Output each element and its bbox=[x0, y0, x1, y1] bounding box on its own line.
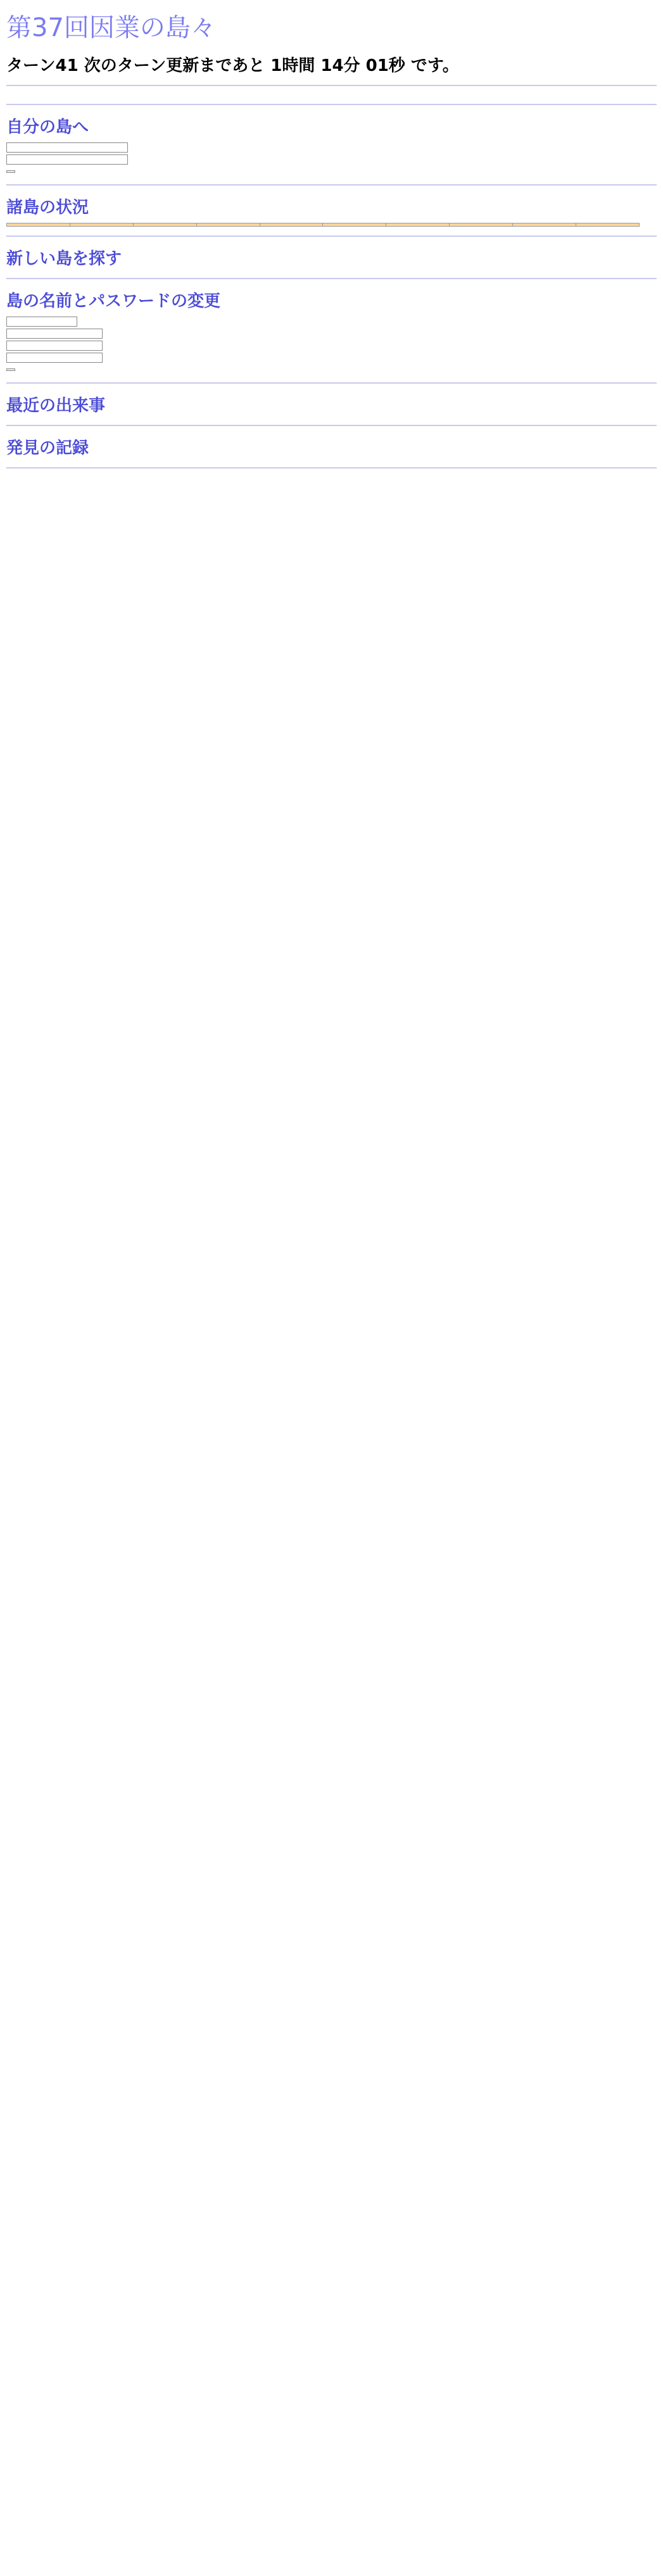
section-title-my-island: 自分の島へ bbox=[6, 118, 89, 137]
page bbox=[0, 0, 663, 482]
column-header bbox=[7, 223, 70, 227]
column-header bbox=[513, 223, 576, 227]
section-title-discovery: 発見の記録 bbox=[6, 439, 89, 458]
divider bbox=[6, 104, 657, 105]
section-title-islands-status: 諸島の状況 bbox=[6, 198, 89, 217]
divider bbox=[6, 278, 657, 279]
password-field[interactable] bbox=[6, 154, 128, 165]
table-header-row bbox=[7, 223, 640, 227]
column-header bbox=[576, 223, 640, 227]
divider bbox=[6, 85, 657, 86]
column-header bbox=[133, 223, 196, 227]
island-select[interactable] bbox=[6, 142, 128, 153]
new-name-input[interactable] bbox=[6, 329, 103, 339]
password-input[interactable] bbox=[6, 341, 103, 351]
divider bbox=[6, 184, 657, 185]
new-password-input[interactable] bbox=[6, 353, 103, 363]
column-header bbox=[323, 223, 386, 227]
divider bbox=[6, 382, 657, 384]
divider bbox=[6, 425, 657, 426]
islands-table bbox=[6, 223, 640, 227]
column-header bbox=[450, 223, 513, 227]
change-button[interactable] bbox=[6, 368, 15, 371]
turn-countdown: ターン41 次のターン更新まであと 1時間 14分 01秒 です。 bbox=[6, 56, 459, 75]
column-header bbox=[260, 223, 323, 227]
section-title-change: 島の名前とパスワードの変更 bbox=[6, 292, 221, 311]
divider bbox=[6, 467, 657, 468]
change-island-select[interactable] bbox=[6, 317, 77, 327]
column-header bbox=[196, 223, 260, 227]
develop-button[interactable] bbox=[6, 170, 15, 173]
section-title-recent-events: 最近の出来事 bbox=[6, 396, 106, 415]
divider bbox=[6, 236, 657, 237]
page-title: 第37回因業の島々 bbox=[6, 13, 216, 42]
column-header bbox=[70, 223, 133, 227]
section-title-new-island: 新しい島を探す bbox=[6, 249, 122, 268]
my-island-form bbox=[6, 142, 657, 175]
column-header bbox=[386, 223, 450, 227]
change-form bbox=[6, 317, 657, 374]
